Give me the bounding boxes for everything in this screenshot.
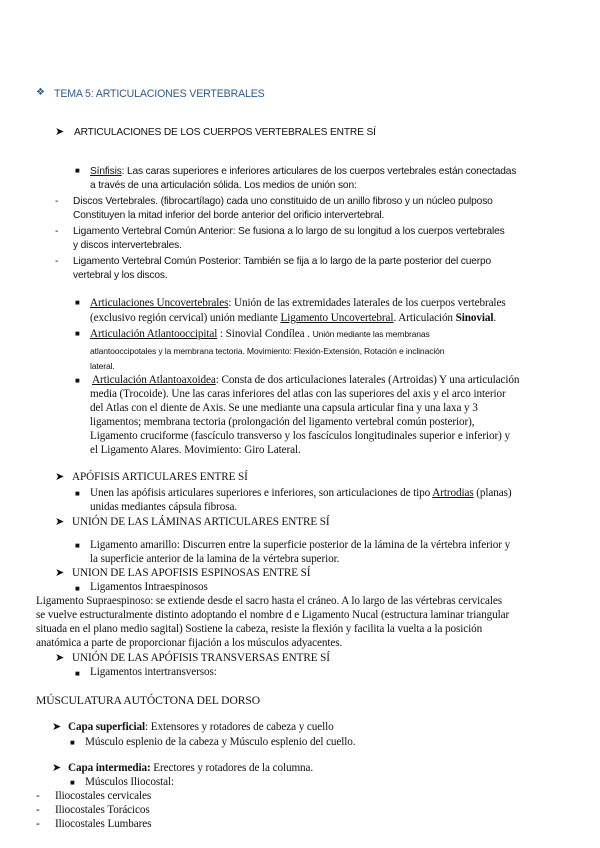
- square-bullet-icon: ■: [75, 584, 80, 593]
- atlantoaxoidea-line-1: Articulación Atlantoaxoidea: Consta de dos articulaciones laterales (Artroidas) Y una articulación: [92, 374, 520, 386]
- section-heading: APÓFISIS ARTICULARES ENTRE SÍ: [72, 471, 248, 483]
- atlantoaxoidea-line-5: Ligamento cruciforme (fascículo transverso y los fascículos longitudinales superior e inferior) y: [90, 430, 510, 442]
- dash-bullet: -: [36, 804, 40, 816]
- square-bullet-icon: ■: [75, 669, 80, 678]
- dash-bullet: -: [55, 256, 59, 267]
- espinosas-paragraph-line-1: Ligamento Supraespinoso: se extiende desde el sacro hasta el cráneo. A lo largo de las vértebras cervicales: [36, 595, 502, 607]
- uncover-line-1: Articulaciones Uncovertebrales: Unión de las extremidades laterales de los cuerpos vertebrales: [90, 297, 506, 309]
- arrow-bullet-icon: ➤: [55, 516, 65, 528]
- arrow-bullet-icon: ➤: [55, 652, 65, 664]
- espinosas-paragraph-line-2: se vuelve estructuralmente distinto adoptando el nombre d e Ligamento Nucal (estructura laminar triangular: [36, 609, 510, 621]
- musculatura-heading: MÚSCULATURA AUTÓCTONA DEL DORSO: [36, 694, 260, 707]
- lcp-line-1: Ligamento Vertebral Común Posterior: También se fija a lo largo de la parte posterior del cuerpo: [73, 256, 492, 267]
- page-title: TEMA 5: ARTICULACIONES VERTEBRALES: [54, 88, 265, 100]
- square-bullet-icon: ■: [75, 166, 80, 175]
- sinfisis-line-2: a través de una articulación sólida. Los medios de unión son:: [90, 180, 357, 191]
- discos-line-2: Constituyen la mitad inferior del borde anterior del orificio intervertebral.: [73, 210, 385, 221]
- arrow-bullet-icon: ➤: [55, 471, 65, 483]
- uncover-line-2: (exclusivo región cervical) unión mediante Ligamento Uncovertebral. Articulación Sinovial.: [90, 312, 497, 324]
- square-bullet-icon: ■: [70, 778, 75, 787]
- atlantooccipital-line-2: atlantooccipotales y la membrana tectoria. Movimiento: Flexión-Extensión, Rotación e inclinación: [90, 346, 445, 356]
- capa-superficial: Capa superficial: Extensores y rotadores de cabeza y cuello: [68, 721, 334, 733]
- apofisis-line-2: unidas mediantes cápsula fibrosa.: [90, 501, 238, 513]
- lca-line-1: Ligamento Vertebral Común Anterior: Se fusiona a lo largo de su longitud a los cuerpos vertebrales: [73, 226, 505, 237]
- list-item: Iliocostales Torácicos: [55, 804, 150, 816]
- square-bullet-icon: ■: [75, 541, 80, 550]
- square-bullet-icon: ■: [75, 329, 80, 338]
- arrow-bullet-icon: ➤: [52, 762, 62, 774]
- atlantooccipital-line-1: Articulación Atlantooccipital : Sinovial Condílea . Unión mediante las membranas: [90, 328, 430, 340]
- transversas-item: Ligamentos intertransversos:: [90, 666, 217, 678]
- dash-bullet: -: [36, 818, 40, 830]
- atlantoaxoidea-line-6: el Ligamento Alares. Movimiento: Giro Lateral.: [90, 444, 301, 456]
- section-heading: UNION DE LAS APOFISIS ESPINOSAS ENTRE SÍ: [72, 567, 311, 579]
- section-heading: UNIÓN DE LAS LÁMINAS ARTICULARES ENTRE SÍ: [72, 516, 330, 528]
- laminas-line-2: la superficie anterior de la lamina de la vértebra superior.: [90, 553, 340, 565]
- arrow-bullet-icon: ➤: [55, 126, 65, 138]
- diamond-bullet-icon: ❖: [36, 87, 45, 98]
- espinosas-paragraph-line-4: anatómica a parte de proporcionar fijación a los músculos adyacentes.: [36, 637, 343, 649]
- atlantooccipital-line-3: lateral.: [90, 361, 115, 371]
- square-bullet-icon: ■: [75, 298, 80, 307]
- espinosas-paragraph-line-3: situada en el plano medio sagital) Sostiene la cabeza, resiste la flexión y facilita la vuelta a la posición: [36, 623, 483, 635]
- lcp-line-2: vertebral y los discos.: [73, 270, 168, 281]
- list-item: Iliocostales cervicales: [55, 790, 152, 802]
- dash-bullet: -: [36, 790, 40, 802]
- list-item: Iliocostales Lumbares: [55, 818, 152, 830]
- arrow-bullet-icon: ➤: [52, 721, 62, 733]
- espinosas-item: Ligamentos Intraespinosos: [90, 581, 208, 593]
- section-heading: ARTICULACIONES DE LOS CUERPOS VERTEBRALES ENTRE SÍ: [74, 127, 376, 138]
- lca-line-2: y discos intervertebrales.: [73, 240, 182, 251]
- capa-superficial-item: Músculo esplenio de la cabeza y Músculo esplenio del cuello.: [85, 736, 356, 748]
- square-bullet-icon: ■: [75, 376, 80, 385]
- sinfisis-line-1: Sínfisis: Las caras superiores e inferiores articulares de los cuerpos vertebrales están conectadas: [90, 166, 517, 177]
- atlantoaxoidea-line-4: ligamentos; membrana tectoria (prolongación del ligamento vertebral común posterior),: [90, 416, 475, 428]
- dash-bullet: -: [55, 226, 59, 237]
- apofisis-line-1: Unen las apófisis articulares superiores e inferiores, son articulaciones de tipo Artrodias (planas): [90, 487, 512, 499]
- atlantoaxoidea-line-2: media (Trocoide). Une las caras inferiores del atlas con las superiores del axis y el arco interior: [90, 388, 506, 400]
- capa-intermedia-item: Músculos Iliocostal:: [85, 776, 175, 788]
- dash-bullet: -: [55, 196, 59, 207]
- square-bullet-icon: ■: [70, 738, 75, 747]
- discos-line-1: Discos Vertebrales. (fibrocartílago) cada uno constituido de un anillo fibroso y un núcleo pulposo: [73, 196, 493, 207]
- capa-intermedia: Capa intermedia: Erectores y rotadores de la columna.: [68, 762, 314, 774]
- section-heading: UNIÓN DE LAS APÓFISIS TRANSVERSAS ENTRE SÍ: [72, 652, 330, 664]
- laminas-line-1: Ligamento amarillo: Discurren entre la superficie posterior de la lámina de la vértebra inferior y: [90, 539, 511, 551]
- atlantoaxoidea-line-3: del Atlas con el diente de Axis. Se une mediante una capsula articular fina y una laxa y 3: [90, 402, 478, 414]
- arrow-bullet-icon: ➤: [55, 567, 65, 579]
- square-bullet-icon: ■: [75, 489, 80, 498]
